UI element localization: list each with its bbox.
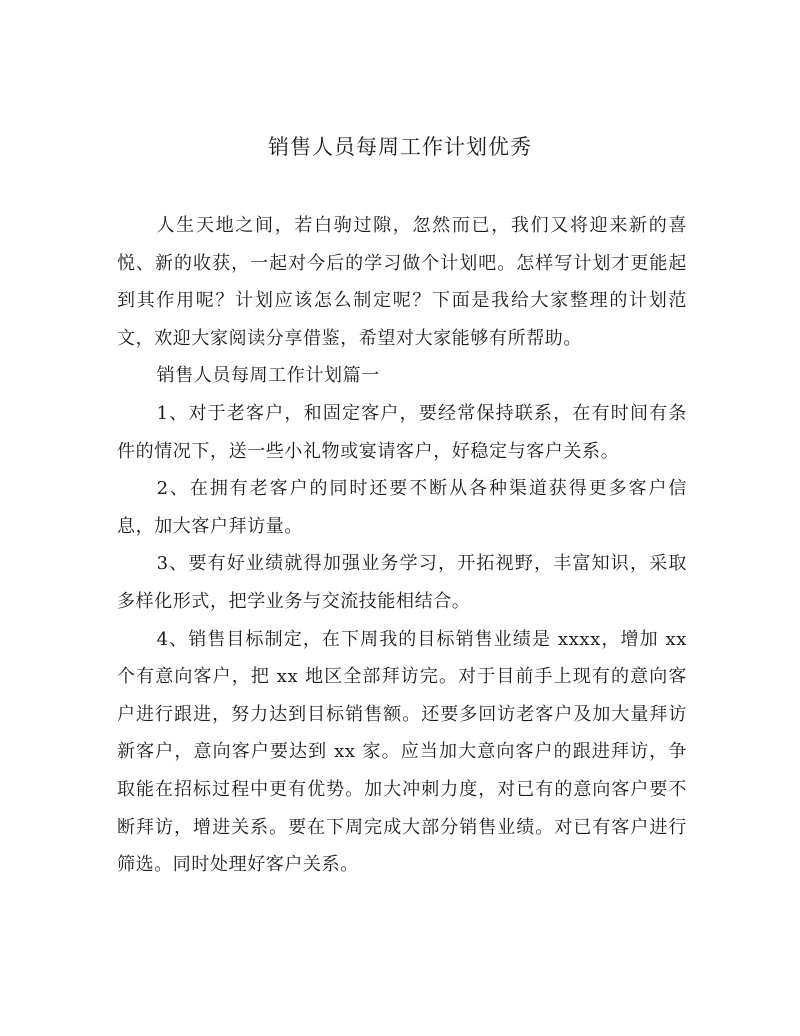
plan-item-4: 4、销售目标制定，在下周我的目标销售业绩是 xxxx，增加 xx 个有意向客户，把 xx 地区全部拜访完。对于目前手上现有的意向客户进行跟进，努力达到目标销售额。还要多回访老客户及加大量拜访新客户，意向客户要达到 xx 家。应当加大意向客户的跟进拜访，争取能在招标过程中更有优势。加大冲刺力度，对已有的意向客户要不断拜访，增进关系。要在下周完成大部分销售业绩。对已有客户进行筛选。同时处理好客户关系。 bbox=[117, 628, 687, 876]
section-heading: 销售人员每周工作计划篇一 bbox=[156, 365, 380, 387]
document-body bbox=[117, 207, 687, 884]
plan-item-1: 1、对于老客户，和固定客户，要经常保持联系，在有时间有条件的情况下，送一些小礼物或宴请客户，好稳定与客户关系。 bbox=[117, 402, 687, 462]
plan-item-3: 3、要有好业绩就得加强业务学习，开拓视野，丰富知识，采取多样化形式，把学业务与交流技能相结合。 bbox=[117, 553, 687, 612]
plan-item-2: 2、在拥有老客户的同时还要不断从各种渠道获得更多客户信息，加大客户拜访量。 bbox=[117, 478, 687, 537]
intro-paragraph: 人生天地之间，若白驹过隙，忽然而已，我们又将迎来新的喜悦、新的收获，一起对今后的学习做个计划吧。怎样写计划才更能起到其作用呢？计划应该怎么制定呢？下面是我给大家整理的计划范文，欢迎大家阅读分享借鉴，希望对大家能够有所帮助。 bbox=[117, 215, 687, 349]
document-title: 销售人员每周工作计划优秀 bbox=[268, 135, 532, 159]
